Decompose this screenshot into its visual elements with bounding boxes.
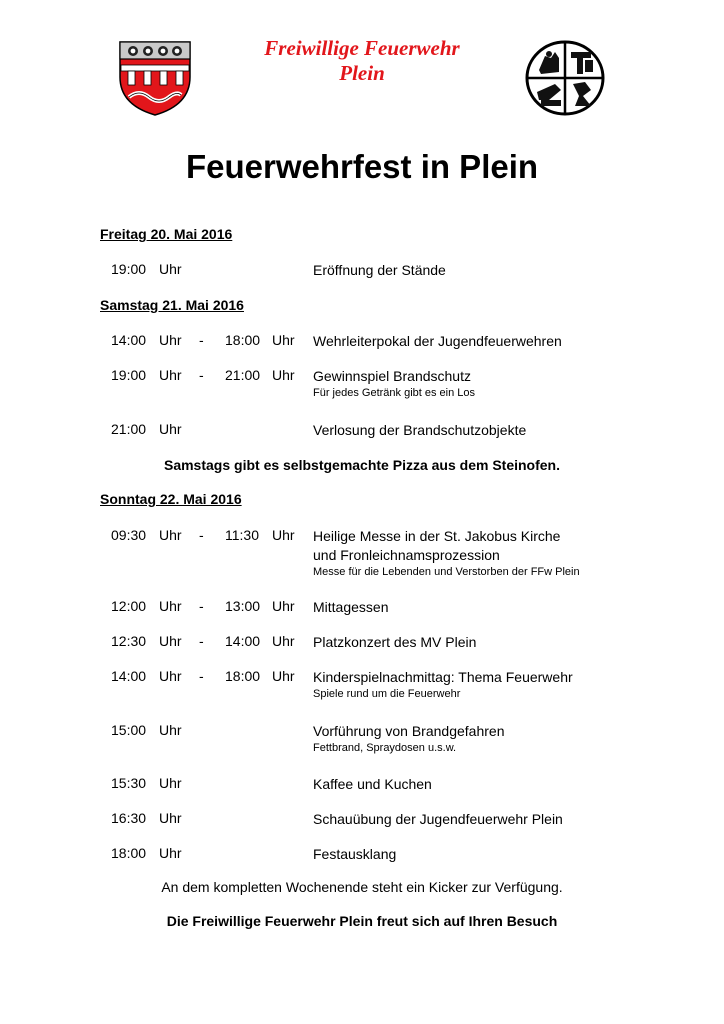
- start-unit: Uhr: [159, 775, 182, 791]
- start-time: 15:30: [111, 775, 147, 791]
- time-separator: -: [199, 668, 204, 684]
- start-time: 15:00: [111, 722, 147, 738]
- start-unit: Uhr: [159, 598, 182, 614]
- start-unit: Uhr: [159, 845, 182, 861]
- start-time: 19:00: [111, 261, 147, 277]
- end-time: 13:00: [225, 598, 261, 614]
- start-time: 18:00: [111, 845, 147, 861]
- event-note: Fettbrand, Spraydosen u.s.w.: [313, 742, 457, 754]
- day-heading-saturday: Samstag 21. Mai 2016: [100, 297, 244, 313]
- start-unit: Uhr: [159, 261, 182, 277]
- event-description: Gewinnspiel Brandschutz Für jedes Getränk gibt es ein Los: [313, 368, 476, 399]
- end-unit: Uhr: [272, 367, 295, 383]
- event-description: Platzkonzert des MV Plein: [313, 634, 477, 650]
- day-heading-sunday: Sonntag 22. Mai 2016: [100, 491, 242, 507]
- start-time: 09:30: [111, 527, 147, 543]
- event-description: Schauübung der Jugendfeuerwehr Plein: [313, 811, 563, 827]
- end-time: 18:00: [225, 332, 261, 348]
- kicker-note: An dem kompletten Wochenende steht ein Kicker zur Verfügung.: [161, 879, 563, 895]
- end-unit: Uhr: [272, 527, 295, 543]
- event-note: Spiele rund um die Feuerwehr: [313, 688, 461, 700]
- start-unit: Uhr: [159, 421, 182, 437]
- end-time: 14:00: [225, 633, 261, 649]
- time-separator: -: [199, 633, 204, 649]
- start-unit: Uhr: [159, 367, 182, 383]
- event-description: Festausklang: [313, 846, 397, 862]
- start-time: 12:00: [111, 598, 147, 614]
- org-name-line1: Freiwillige Feuerwehr: [264, 36, 460, 60]
- closing-message: Die Freiwillige Feuerwehr Plein freut sich auf Ihren Besuch: [166, 913, 558, 929]
- event-description: Vorführung von Brandgefahren Fettbrand, Spraydosen u.s.w.: [313, 723, 505, 754]
- end-time: 18:00: [225, 668, 261, 684]
- start-time: 16:30: [111, 810, 147, 826]
- start-time: 12:30: [111, 633, 147, 649]
- org-name-line2: Plein: [339, 61, 385, 85]
- start-unit: Uhr: [159, 668, 182, 684]
- start-unit: Uhr: [159, 332, 182, 348]
- end-unit: Uhr: [272, 668, 295, 684]
- start-time: 14:00: [111, 332, 147, 348]
- event-description: Wehrleiterpokal der Jugendfeuerwehren: [313, 333, 562, 349]
- event-description: Verlosung der Brandschutzobjekte: [313, 422, 527, 438]
- end-unit: Uhr: [272, 633, 295, 649]
- start-unit: Uhr: [159, 527, 182, 543]
- start-time: 19:00: [111, 367, 147, 383]
- event-description: Heilige Messe in der St. Jakobus Kirche und Fronleichnamsprozession Messe für die Lebenden und Verstorben der FFw Plein: [313, 528, 580, 578]
- time-separator: -: [199, 527, 204, 543]
- start-time: 21:00: [111, 421, 147, 437]
- end-unit: Uhr: [272, 332, 295, 348]
- event-description: Kaffee und Kuchen: [313, 776, 432, 792]
- start-unit: Uhr: [159, 633, 182, 649]
- fire-brigade-emblem-icon: [525, 40, 605, 116]
- event-note: Für jedes Getränk gibt es ein Los: [313, 387, 476, 399]
- end-time: 11:30: [225, 527, 259, 543]
- event-description: Mittagessen: [313, 599, 389, 615]
- event-description: Eröffnung der Stände: [313, 262, 446, 278]
- time-separator: -: [199, 598, 204, 614]
- event-note: Messe für die Lebenden und Verstorben der FFw Plein: [313, 566, 580, 578]
- end-time: 21:00: [225, 367, 261, 383]
- end-unit: Uhr: [272, 598, 295, 614]
- saturday-pizza-note: Samstags gibt es selbstgemachte Pizza aus dem Steinofen.: [163, 457, 560, 473]
- time-separator: -: [199, 367, 204, 383]
- org-name: [0, 36, 724, 86]
- start-time: 14:00: [111, 668, 147, 684]
- start-unit: Uhr: [159, 810, 182, 826]
- page-title: Feuerwehrfest in Plein: [185, 148, 539, 185]
- start-unit: Uhr: [159, 722, 182, 738]
- time-separator: -: [199, 332, 204, 348]
- day-heading-friday: Freitag 20. Mai 2016: [100, 226, 233, 242]
- event-description: Kinderspielnachmittag: Thema Feuerwehr Spiele rund um die Feuerwehr: [313, 669, 573, 700]
